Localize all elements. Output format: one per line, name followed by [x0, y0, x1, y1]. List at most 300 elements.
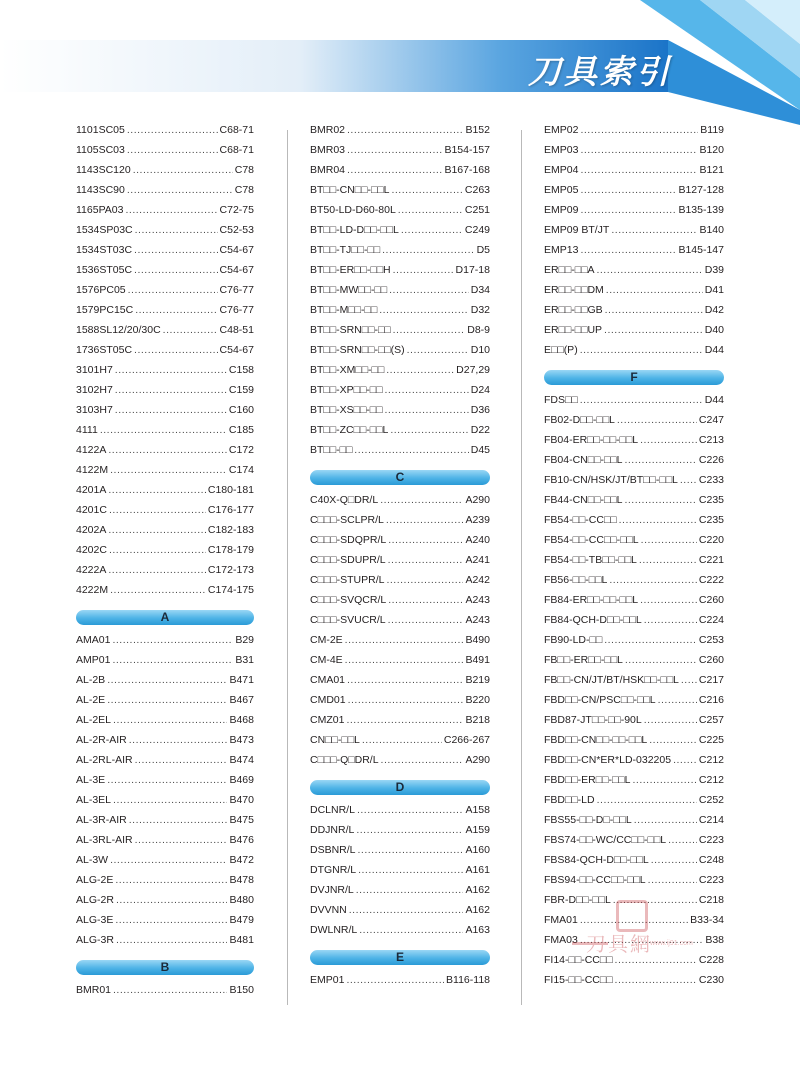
dot-leader [393, 320, 466, 340]
entry-page: B121 [699, 164, 724, 176]
entry-page: B29 [235, 634, 254, 646]
entry-code: FB04-CN□□-□□L [544, 454, 623, 466]
entry-code: C□□□-STUPR/L [310, 574, 385, 586]
dot-leader [388, 530, 463, 550]
index-entry [310, 860, 490, 880]
entry-page: B38 [705, 934, 724, 946]
dot-leader [116, 930, 228, 950]
index-entry [544, 530, 724, 550]
dot-leader [632, 770, 696, 790]
dot-leader [108, 560, 206, 580]
index-entry [310, 650, 490, 670]
dot-leader [611, 220, 697, 240]
dot-leader [391, 180, 462, 200]
dot-leader [624, 490, 696, 510]
entry-page: B152 [465, 124, 490, 136]
index-entry [310, 970, 490, 990]
entry-page: B474 [229, 754, 254, 766]
entry-page: D44 [704, 344, 724, 356]
index-entry [544, 790, 724, 810]
entry-page: B468 [229, 714, 254, 726]
entry-code: FB04-ER□□-□□-□□L [544, 434, 639, 446]
entry-code: DSBNR/L [310, 844, 356, 856]
index-entry [76, 930, 254, 950]
dot-leader [681, 670, 697, 690]
entry-code: CMD01 [310, 694, 346, 706]
entry-page: C217 [698, 674, 724, 686]
entry-code: ALG-3E [76, 914, 114, 926]
entry-page: C185 [228, 424, 254, 436]
entry-code: FB84-QCH-D□□-□□L [544, 614, 642, 626]
entry-code: FBD□□-LD [544, 794, 595, 806]
entry-code: EMP09 BT/JT [544, 224, 610, 236]
entry-page: B127-128 [678, 184, 724, 196]
index-entry [544, 850, 724, 870]
dot-leader [386, 360, 454, 380]
dot-leader [100, 420, 227, 440]
entry-code: 3101H7 [76, 364, 113, 376]
entry-page: C78 [234, 164, 254, 176]
entry-code: FB44-CN□□-□□L [544, 494, 623, 506]
entry-code: AMA01 [76, 634, 111, 646]
entry-page: C216 [698, 694, 724, 706]
entry-page: D17-18 [455, 264, 490, 276]
entry-code: FB02-D□□-□□L [544, 414, 615, 426]
entry-page: C78 [234, 184, 254, 196]
index-column-3 [544, 120, 724, 990]
section-heading: D [310, 780, 490, 795]
index-entry [544, 770, 724, 790]
entry-page: D5 [476, 244, 490, 256]
entry-code: AL-3EL [76, 794, 112, 806]
entry-page: C174-175 [207, 584, 254, 596]
entry-page: A290 [465, 494, 490, 506]
entry-page: D22 [470, 424, 490, 436]
dot-leader [357, 800, 464, 820]
index-entry [544, 180, 724, 200]
dot-leader [658, 690, 697, 710]
index-entry [76, 520, 254, 540]
dot-leader [107, 690, 227, 710]
dot-leader [580, 390, 703, 410]
entry-page: A243 [465, 614, 490, 626]
dot-leader [110, 850, 227, 870]
entry-page: D42 [704, 304, 724, 316]
index-entry [544, 590, 724, 610]
dot-leader [358, 840, 464, 860]
entry-code: FB84-ER□□-□□-□□L [544, 594, 639, 606]
dot-leader [346, 970, 444, 990]
index-entry [544, 430, 724, 450]
column-divider [521, 130, 522, 1005]
dot-leader [388, 590, 463, 610]
page-title: 刀具索引 [528, 52, 672, 91]
dot-leader [135, 750, 228, 770]
index-entry [310, 840, 490, 860]
dot-leader [347, 670, 463, 690]
entry-code: FI15-□□-CC□□ [544, 974, 613, 986]
entry-code: 3103H7 [76, 404, 113, 416]
index-entry [310, 260, 490, 280]
entry-page: B119 [700, 124, 724, 136]
entry-page: A239 [465, 514, 490, 526]
dot-leader [346, 710, 463, 730]
index-entry [310, 400, 490, 420]
index-entry [76, 260, 254, 280]
index-entry [76, 500, 254, 520]
entry-code: EMP05 [544, 184, 579, 196]
index-entry [544, 710, 724, 730]
entry-page: C247 [698, 414, 724, 426]
index-entry [544, 470, 724, 490]
entry-code: AMP01 [76, 654, 111, 666]
entry-page: C68-71 [219, 144, 254, 156]
index-entry [76, 140, 254, 160]
index-entry [76, 890, 254, 910]
dot-leader [384, 400, 468, 420]
entry-page: D27,29 [456, 364, 490, 376]
index-entry [544, 160, 724, 180]
entry-code: BT□□-XM□□-□□ [310, 364, 385, 376]
entry-page: C222 [698, 574, 724, 586]
entry-page: D8-9 [467, 324, 490, 336]
index-entry [310, 160, 490, 180]
section-heading: B [76, 960, 254, 975]
index-entry [310, 800, 490, 820]
entry-code: FB□□-CN/JT/BT/HSK□□-□□L [544, 674, 679, 686]
index-entry [310, 200, 490, 220]
index-entry [544, 970, 724, 990]
entry-page: B219 [465, 674, 490, 686]
entry-code: 4202A [76, 524, 107, 536]
entry-code: AL-2RL-AIR [76, 754, 133, 766]
entry-page: B154-157 [444, 144, 490, 156]
entry-page: A163 [465, 924, 490, 936]
entry-code: DWLNR/L [310, 924, 358, 936]
entry-page: D39 [704, 264, 724, 276]
entry-code: FB54-□□-CC□□ [544, 514, 617, 526]
index-entry [544, 340, 724, 360]
entry-page: C76-77 [219, 284, 254, 296]
entry-code: FDS□□ [544, 394, 578, 406]
entry-code: FBS55-□□-D□-□□L [544, 814, 632, 826]
entry-page: D44 [704, 394, 724, 406]
index-entry [76, 670, 254, 690]
index-entry [544, 730, 724, 750]
dot-leader [126, 200, 218, 220]
dot-leader [115, 400, 227, 420]
entry-code: C□□□-SDQPR/L [310, 534, 387, 546]
dot-leader [115, 870, 227, 890]
index-entry [76, 770, 254, 790]
index-entry [76, 710, 254, 730]
entry-page: C213 [698, 434, 724, 446]
entry-code: 1143SC90 [76, 184, 125, 196]
index-entry [544, 550, 724, 570]
dot-leader [388, 610, 464, 630]
entry-code: FBS94-□□-CC□□-□□L [544, 874, 646, 886]
index-entry [544, 670, 724, 690]
entry-page: C172 [228, 444, 254, 456]
index-entry [544, 280, 724, 300]
index-entry [310, 880, 490, 900]
entry-code: EMP01 [310, 974, 345, 986]
dot-leader [634, 810, 697, 830]
entry-page: A159 [465, 824, 490, 836]
index-entry [76, 730, 254, 750]
dot-leader [115, 360, 227, 380]
entry-page: D41 [704, 284, 724, 296]
entry-code: ALG-2E [76, 874, 114, 886]
dot-leader [605, 300, 703, 320]
entry-code: AL-2E [76, 694, 106, 706]
dot-leader [386, 570, 463, 590]
index-entry [310, 380, 490, 400]
dot-leader [135, 220, 218, 240]
dot-leader [112, 630, 233, 650]
dot-leader [651, 850, 697, 870]
index-entry [544, 610, 724, 630]
entry-code: BT□□-□□ [310, 444, 353, 456]
index-entry [544, 750, 724, 770]
entry-page: C257 [698, 714, 724, 726]
entry-code: 1576PC05 [76, 284, 126, 296]
entry-page: C159 [228, 384, 254, 396]
entry-code: BT□□-XS□□-□□ [310, 404, 383, 416]
entry-page: B478 [229, 874, 254, 886]
index-entry [310, 630, 490, 650]
dot-leader [134, 260, 218, 280]
dot-leader [113, 790, 227, 810]
index-entry [76, 120, 254, 140]
entry-page: D40 [704, 324, 724, 336]
dot-leader [580, 120, 698, 140]
dot-leader [127, 180, 233, 200]
index-entry [310, 750, 490, 770]
index-entry [76, 690, 254, 710]
index-entry [76, 300, 254, 320]
dot-leader [358, 860, 463, 880]
entry-page: B167-168 [444, 164, 490, 176]
entry-code: BT□□-CN□□-□□L [310, 184, 390, 196]
dot-leader [128, 280, 218, 300]
entry-code: 1534SP03C [76, 224, 133, 236]
entry-code: DVVNN [310, 904, 347, 916]
entry-code: FB54-□□-TB□□-□□L [544, 554, 637, 566]
index-entry [310, 920, 490, 940]
index-entry [544, 390, 724, 410]
dot-leader [641, 530, 697, 550]
entry-code: CMZ01 [310, 714, 345, 726]
dot-leader [127, 120, 218, 140]
dot-leader [380, 490, 463, 510]
entry-code: 1736ST05C [76, 344, 133, 356]
section-heading: E [310, 950, 490, 965]
index-entry [310, 440, 490, 460]
dot-leader [580, 240, 676, 260]
index-entry [76, 240, 254, 260]
index-entry [310, 490, 490, 510]
entry-page: B472 [229, 854, 254, 866]
dot-leader [649, 730, 697, 750]
entry-code: DVJNR/L [310, 884, 354, 896]
entry-page: C263 [464, 184, 490, 196]
dot-leader [135, 830, 228, 850]
entry-page: C54-67 [219, 244, 254, 256]
index-entry [76, 580, 254, 600]
index-entry [310, 590, 490, 610]
index-entry [76, 180, 254, 200]
index-entry [544, 630, 724, 650]
entry-code: CN□□-□□L [310, 734, 360, 746]
entry-code: DTGNR/L [310, 864, 357, 876]
index-entry [544, 260, 724, 280]
entry-code: 1105SC03 [76, 144, 125, 156]
dot-leader [110, 460, 227, 480]
dot-leader [354, 440, 468, 460]
entry-page: C260 [698, 594, 724, 606]
dot-leader [362, 730, 442, 750]
entry-code: BT□□-TJ□□-□□ [310, 244, 381, 256]
entry-page: D10 [470, 344, 490, 356]
entry-page: C180-181 [207, 484, 254, 496]
index-entry [544, 410, 724, 430]
index-entry [76, 420, 254, 440]
dot-leader [604, 630, 697, 650]
entry-page: C266-267 [443, 734, 490, 746]
entry-page: C52-53 [219, 224, 254, 236]
entry-page: B140 [699, 224, 724, 236]
dot-leader [348, 690, 464, 710]
dot-leader [384, 380, 468, 400]
entry-code: BMR01 [76, 984, 112, 996]
column-divider [287, 130, 288, 1005]
index-entry [76, 400, 254, 420]
entry-code: E□□(P) [544, 344, 578, 356]
entry-code: BT□□-SRN□□-□□ [310, 324, 391, 336]
entry-code: 4122A [76, 444, 107, 456]
index-entry [76, 160, 254, 180]
entry-page: A240 [465, 534, 490, 546]
dot-leader [668, 830, 697, 850]
index-entry [310, 280, 490, 300]
entry-page: C176-177 [207, 504, 254, 516]
dot-leader [640, 590, 697, 610]
entry-code: BT50-LD-D60-80L [310, 204, 396, 216]
dot-leader [624, 450, 696, 470]
entry-code: AL-3R-AIR [76, 814, 127, 826]
entry-page: C248 [698, 854, 724, 866]
index-entry [76, 200, 254, 220]
index-entry [76, 830, 254, 850]
dot-leader [580, 140, 697, 160]
entry-code: 3102H7 [76, 384, 113, 396]
index-entry [544, 140, 724, 160]
dot-leader [107, 770, 227, 790]
entry-code: C□□□-SVUCR/L [310, 614, 386, 626]
entry-page: B479 [229, 914, 254, 926]
index-entry [76, 360, 254, 380]
index-entry [310, 140, 490, 160]
entry-page: C235 [698, 514, 724, 526]
dot-leader [345, 630, 464, 650]
entry-code: 1579PC15C [76, 304, 134, 316]
index-entry [544, 830, 724, 850]
entry-page: C260 [698, 654, 724, 666]
section-heading: A [76, 610, 254, 625]
entry-code: BT□□-ZC□□-□□L [310, 424, 389, 436]
entry-code: AL-2EL [76, 714, 112, 726]
dot-leader [108, 480, 206, 500]
index-entry [544, 320, 724, 340]
dot-leader [110, 580, 206, 600]
entry-page: C233 [698, 474, 724, 486]
dot-leader [379, 300, 469, 320]
dot-leader [113, 980, 227, 1000]
entry-page: C249 [464, 224, 490, 236]
entry-page: C68-71 [219, 124, 254, 136]
entry-code: BT□□-MW□□-□□ [310, 284, 388, 296]
index-entry [310, 420, 490, 440]
index-entry [310, 340, 490, 360]
entry-page: A161 [465, 864, 490, 876]
dot-leader [390, 420, 468, 440]
entry-code: AL-3E [76, 774, 106, 786]
dot-leader [648, 870, 697, 890]
dot-leader [597, 790, 697, 810]
entry-page: B116-118 [446, 974, 490, 986]
section-heading: F [544, 370, 724, 385]
index-entry [76, 320, 254, 340]
entry-code: 1588SL12/20/30C [76, 324, 161, 336]
dot-leader [401, 220, 463, 240]
entry-code: ER□□-□□DM [544, 284, 604, 296]
entry-code: ER□□-□□UP [544, 324, 603, 336]
index-entry [310, 670, 490, 690]
entry-page: D45 [470, 444, 490, 456]
entry-code: CM-2E [310, 634, 343, 646]
entry-page: C224 [698, 614, 724, 626]
entry-code: BMR02 [310, 124, 346, 136]
entry-page: C48-51 [219, 324, 254, 336]
entry-code: C40X-Q□DR/L [310, 494, 379, 506]
dot-leader [617, 410, 697, 430]
index-entry [310, 530, 490, 550]
entry-code: FBD□□-CN□□-□□-□□L [544, 734, 648, 746]
entry-code: AL-3RL-AIR [76, 834, 133, 846]
dot-leader [134, 340, 218, 360]
index-entry [76, 440, 254, 460]
entry-page: C230 [698, 974, 724, 986]
entry-code: EMP04 [544, 164, 579, 176]
dot-leader [108, 440, 227, 460]
entry-code: C□□□-Q□DR/L [310, 754, 379, 766]
entry-code: C□□□-SDUPR/L [310, 554, 386, 566]
dot-leader [163, 320, 218, 340]
entry-page: C218 [698, 894, 724, 906]
entry-page: B467 [229, 694, 254, 706]
entry-page: B145-147 [678, 244, 724, 256]
entry-page: C54-67 [219, 344, 254, 356]
dot-leader [347, 140, 442, 160]
dot-leader [388, 550, 464, 570]
entry-code: 4122M [76, 464, 109, 476]
index-entry [310, 120, 490, 140]
entry-page: B220 [465, 694, 490, 706]
entry-code: FBR-D□□-□□L [544, 894, 611, 906]
entry-page: D24 [470, 384, 490, 396]
entry-page: A158 [465, 804, 490, 816]
